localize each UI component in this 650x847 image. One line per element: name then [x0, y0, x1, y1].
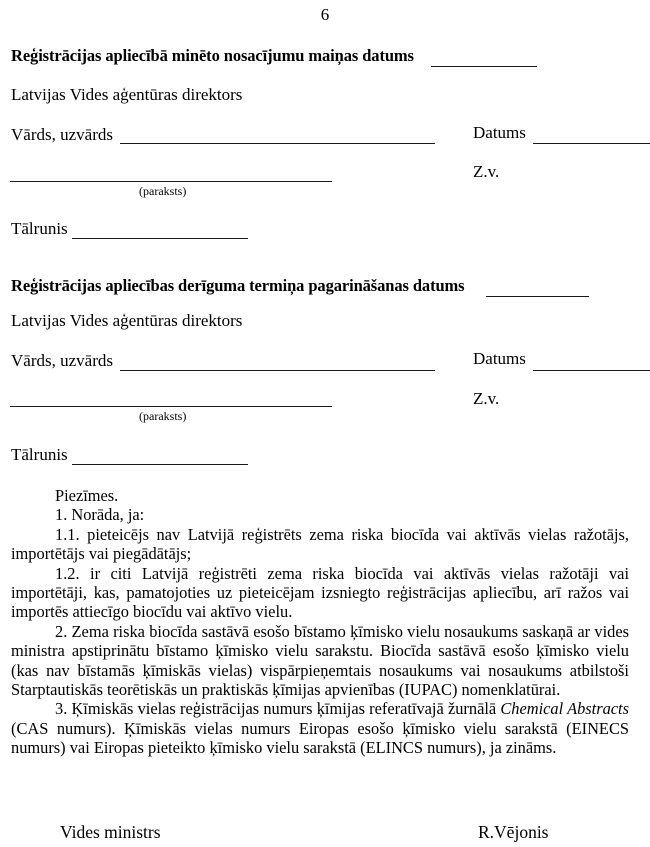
notes-block [11, 486, 629, 758]
footer-minister-name: R.Vējonis [478, 822, 549, 842]
page-number: 6 [320, 5, 330, 24]
section2-heading-date-line[interactable] [486, 296, 589, 297]
section2-phone-label: Tālrunis [11, 445, 68, 464]
section2-date-label: Datums [473, 349, 526, 368]
notes-item-3-tail: (CAS numurs). Ķīmiskās vielas numurs Eiropas esošo ķīmisko vielu sarakstā (EINECS numurs) vai Eiropas pieteikto ķīmisko vielu sarakstā (ELINCS numurs), ja zināms. [11, 718, 629, 758]
section2-heading: Reģistrācijas apliecības derīguma termiņa pagarināšanas datums [11, 276, 465, 295]
section1-phone-label: Tālrunis [11, 219, 68, 238]
footer-minister-title: Vides ministrs [60, 822, 161, 842]
section2-name-line[interactable] [120, 370, 435, 371]
notes-item-3-lead: 3. Ķīmiskās vielas reģistrācijas numurs ķīmijas referatīvajā žurnālā [55, 699, 501, 719]
section2-date-line[interactable] [533, 370, 650, 371]
notes-item-2: 2. Zema riska biocīda sastāvā esošo bīstamo ķīmisko vielu nosaukums saskaņā ar vides ministra apstiprinātu bīstamo ķīmisko vielu sarakstu. Biocīda sastāvā esošo ķīmisko vielu (kas nav bīstamās ķīmiskās vielas) vispārpieņemtais nosaukums vai nosaukums atbilstoši Starptautiskās teorētiskās un praktiskās ķīmijas apvienības (IUPAC) nomenklatūrai. [11, 621, 629, 700]
section1-director-label: Latvijas Vides aģentūras direktors [11, 85, 243, 104]
section1-signature-caption: (paraksts) [139, 184, 187, 198]
notes-item-1-1: 1.1. pieteicējs nav Latvijā reģistrēts zema riska biocīda vai aktīvās vielas ražotājs, importētājs vai piegādātājs; [11, 524, 629, 564]
section1-date-label: Datums [473, 123, 526, 142]
section2-signature-line[interactable] [10, 406, 332, 407]
section1-name-label: Vārds, uzvārds [11, 125, 113, 144]
section2-seal-label: Z.v. [473, 389, 500, 408]
section1-heading-date-line[interactable] [431, 66, 537, 67]
section1-phone-line[interactable] [72, 238, 248, 239]
notes-item-3-journal-title: Chemical Abstracts [500, 699, 629, 719]
section1-date-line[interactable] [533, 143, 650, 144]
section1-name-line[interactable] [120, 143, 435, 144]
notes-title: Piezīmes. [55, 486, 119, 505]
notes-item-1: 1. Norāda, ja: [55, 505, 145, 525]
section1-signature-line[interactable] [10, 181, 332, 182]
section1-seal-label: Z.v. [473, 162, 500, 181]
notes-item-1-2: 1.2. ir citi Latvijā reģistrēti zema riska biocīda vai aktīvās vielas ražotāji vai importētāji, kas, pamatojoties uz pieteicējam izsniegto reģistrācijas apliecību, arī ražos vai importēs attiecīgo biocīdu vai aktīvo vielu. [11, 563, 629, 622]
section2-director-label: Latvijas Vides aģentūras direktors [11, 311, 243, 330]
section2-phone-line[interactable] [72, 464, 248, 465]
section2-signature-caption: (paraksts) [139, 409, 187, 423]
notes-item-3 [11, 699, 629, 757]
section2-name-label: Vārds, uzvārds [11, 351, 113, 370]
section1-heading: Reģistrācijas apliecībā minēto nosacījumu maiņas datums [11, 46, 414, 65]
